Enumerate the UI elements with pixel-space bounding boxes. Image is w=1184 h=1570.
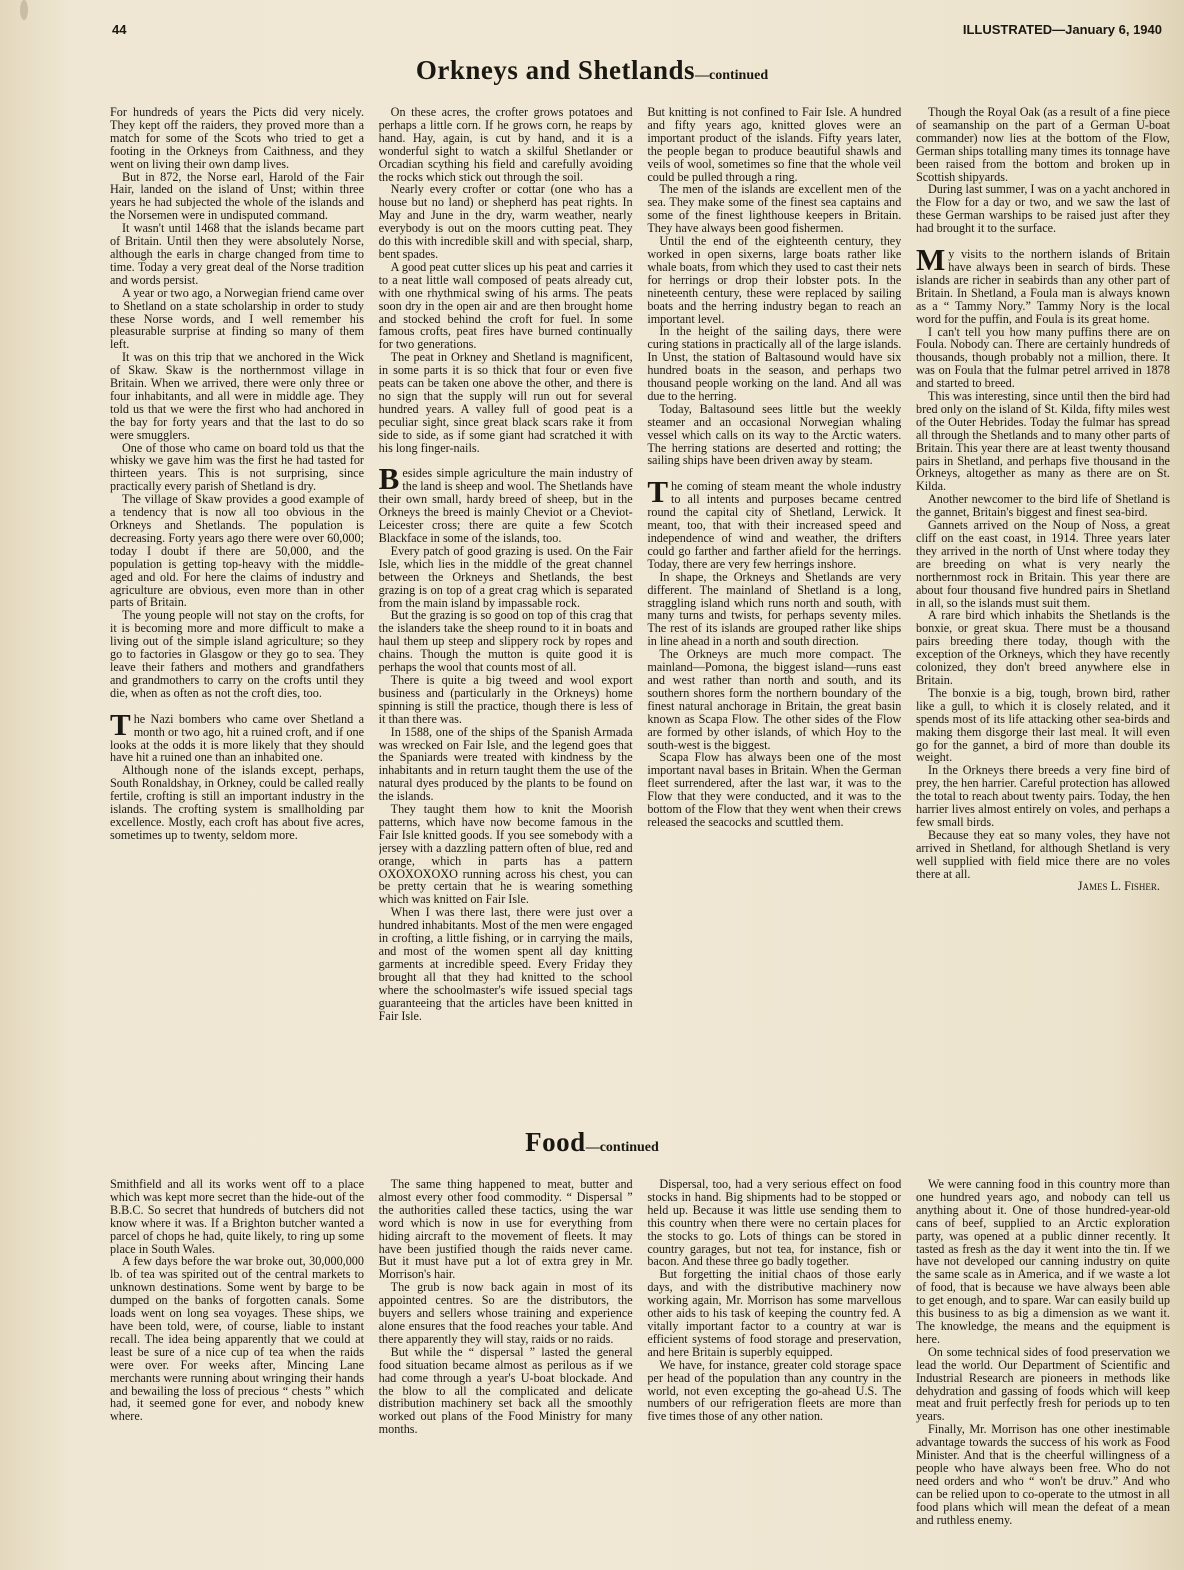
article-title-orkneys (0, 55, 1184, 86)
article-paragraph: The coming of steam meant the whole industry to all intents and purposes became centred round the capital city of Shetland, Lerwick. It meant, too, that with their increased speed and independence of wind and weather, the drifters could go farther and farther afield for the herrings. Today, there are very few herrings inshore. (647, 474, 902, 571)
page-header (112, 22, 1162, 42)
article-paragraph: In the Orkneys there breeds a very fine bird of prey, the hen harrier. Careful protection has allowed the total to reach about twenty pairs. Today, the hen harrier lives almost entirely on voles, and perhaps a few small birds. (915, 763, 1170, 829)
article-paragraph: We were canning food in this country more than one hundred years ago, and nobody can tell us anything about it. One of those hundred-year-old cans of beef, supplied to an Arctic exploration party, was opened at a public dinner recently. It tasted as fresh as the day it went into the tin. If we have not developed our canning industry on quite the same scale as in America, and if we waste a lot of food, that is because we have always been able to get enough, and to spare. War can easily build up this business to as big a dimension as we want it. The knowledge, the means and the equipment is here. (915, 1178, 1170, 1346)
article-title-suffix: —continued (694, 68, 769, 83)
article-paragraph: The same thing happened to meat, butter and almost every other food commodity. “ Dispersal ” the authorities called these tactics, using the war word which is now in use for everything from hiding aircraft to the movement of fleets. It may have been justified though the raids never came. But it must have put a lot of extra grey in Mr. Morrison's hair. (378, 1178, 633, 1282)
article-paragraph: Dispersal, too, had a very serious effect on food stocks in hand. Big shipments had to be stopped or held up. Because it was little use sending them to this country when there were no certain places for the stocks to go. Lots of things can be stored in country garages, but not tea, for instance, fish or bacon. And these three go badly together. (647, 1178, 902, 1269)
article-paragraph: Another newcomer to the bird life of Shetland is the gannet, Britain's biggest and finest sea-bird. (915, 492, 1170, 520)
article-paragraph: Nearly every crofter or cottar (one who has a house but no land) or shepherd has peat rights. In May and June in the dry, warm weather, nearly everybody is out on the moors cutting peat. They do this with incredible skill and with special, sharp, bent spades. (378, 182, 633, 261)
page-number: 44 (112, 22, 127, 37)
article-paragraph: In 1588, one of the ships of the Spanish Armada was wrecked on Fair Isle, and the legend goes that the Spaniards were treated with kindness by the inhabitants and in return taught them the use of the natural dyes produced by the plants to be found on the islands. (378, 724, 633, 804)
article-paragraph: On some technical sides of food preservation we lead the world. Our Department of Scientific and Industrial Research are pioneers in methods like dehydration and gassing of foods which will keep meat and fruit perfectly fresh for periods up to ten years. (915, 1344, 1170, 1424)
article-paragraph: My visits to the northern islands of Britain have always been in search of birds. These islands are richer in seabirds than any other part of Britain. In Shetland, a Foula man is always known as a “ Tammy Nory.” Tammy Nory is the local word for the puffin, and Foula is its great home. (915, 242, 1170, 326)
article-paragraph: One of those who came on board told us that the whisky we gave him was the first he had tasted for thirteen years. This is not surprising, since practically every parish of Shetland is dry. (110, 440, 364, 494)
article-paragraph: The young people will not stay on the crofts, for it is becoming more and more difficult to make a living out of the simple island agriculture; so they go to factories in Glasgow or they go to sea. They leave their fathers and mothers and grandfathers and grandmothers to carry on the crofts until they die, when as often as not the croft dies, too. (110, 608, 364, 700)
text-column (110, 106, 364, 1112)
article-paragraph: But knitting is not confined to Fair Isle. A hundred and fifty years ago, knitted gloves were an important product of the islands. Fifty years later, the people began to produce beautiful shawls and veils of wool, sometimes so fine that the whole veil could be pulled through a ring. (647, 106, 902, 184)
article-paragraph: Every patch of good grazing is used. On the Fair Isle, which lies in the middle of the great channel between the Orkneys and Shetlands, the best grazing is on top of a great crag which is separated from the main island by impassable rock. (378, 543, 633, 610)
article-paragraph: They taught them how to knit the Moorish patterns, which have now become famous in the Fair Isle knitted goods. If you see somebody with a jersey with a dazzling pattern often of blue, red and orange, which in parts has a pattern OXOXOXOXO running across his chest, you can be pretty certain that he is wearing something which was knitted on Fair Isle. (378, 802, 633, 907)
article-paragraph: A few days before the war broke out, 30,000,000 lb. of tea was spirited out of the central markets to unknown destinations. Some went by barge to be dumped on the banks of forgotten canals. Some loads went on long sea voyages. These ships, we have been told, were, of course, liable to instant recall. The idea being apparently that we could at least be sure of a nice cup of tea when the raids were over. For weeks after, Mincing Lane merchants were running about wringing their hands and bewailing the loss of precious “ chests ” which had, it seemed gone for ever, and nobody knew where. (110, 1254, 364, 1424)
text-column (916, 1178, 1170, 1548)
article-title-suffix: —continued (585, 1140, 659, 1155)
text-column (647, 106, 901, 1112)
paper-blemish (20, 0, 28, 20)
article-paragraph: In shape, the Orkneys and Shetlands are very different. The mainland of Shetland is a long, straggling island which runs north and south, with many turns and twists, for perhaps seventy miles. The rest of its islands are grouped rather like ships in line ahead in a north and south direction. (647, 569, 902, 649)
article-paragraph: It was on this trip that we anchored in the Wick of Skaw. Skaw is the northernmost village in Britain. When we arrived, there were only three or four inhabitants, and all were in middle age. They told us that we were the first who had anchored in the bay for forty years and that the last to do so were smugglers. (110, 350, 364, 442)
article-paragraph: But in 872, the Norse earl, Harold of the Fair Hair, landed on the island of Unst; within three years he had subjected the whole of the islands and the Norsemen were in undisputed command. (110, 169, 364, 223)
article-paragraph: Because they eat so many voles, they have not arrived in Shetland, for although Shetland is very well supplied with field mice there are no voles there at all. (915, 827, 1170, 881)
article-paragraph: On these acres, the crofter grows potatoes and perhaps a little corn. If he grows corn, he reaps by hand. Hay, again, is cut by hand, and it is a wonderful sight to watch a skilful Shetlander or Orcadian scything his field and carefully avoiding the rocks which stick out through the soil. (378, 106, 633, 184)
article-body-food (110, 1178, 1170, 1548)
running-head: ILLUSTRATED—January 6, 1940 (962, 22, 1162, 37)
article-paragraph: But forgetting the initial chaos of those early days, and with the distributive machinery now working again, Mr. Morrison has some marvellous other aids to his task of keeping the country fed. A vitally important factor to a country at war is efficient systems of food storage and preservation, and here Britain is superbly equipped. (647, 1267, 902, 1359)
article-paragraph: The village of Skaw provides a good example of a tendency that is now all too obvious in the Orkneys and Shetlands. The population is decreasing. Forty years ago there were over 60,000; today I doubt if there are 50,000, and the population is getting top-heavy with the middle-aged and old. For here the claims of industry and agriculture are obvious, even more than in other parts of Britain. (110, 492, 364, 610)
article-paragraph: A year or two ago, a Norwegian friend came over to Shetland on a state scholarship in order to study these Norse words, and I well remember his pleasurable surprise at finding so many of them left. (110, 285, 364, 352)
article-title-food (0, 1127, 1184, 1158)
author-signature: James L. Fisher. (1077, 879, 1160, 894)
article-paragraph: A rare bird which inhabits the Shetlands is the bonxie, or great skua. There must be a thousand pairs breeding there today, though with the exception of the Orkneys, which they have recently colonized, they don't breed anywhere else in Britain. (915, 608, 1170, 687)
article-paragraph: Smithfield and all its works went off to a place which was kept more secret than the hide-out of the B.B.C. So secret that hundreds of butchers did not know where it was. If a Brighton butcher wanted a parcel of chops he had, quite likely, to ring up some place in South Wales. (110, 1178, 364, 1256)
article-paragraph: The Orkneys are much more compact. The mainland—Pomona, the biggest island—runs east and west rather than north and south, and its southern shores form the northern boundary of the finest natural anchorage in Britain, the great basin known as Scapa Flow. The other sides of the Flow are formed by other islands, of which Hoy to the south-west is the biggest. (647, 647, 902, 752)
article-paragraph: The Nazi bombers who came over Shetland a month or two ago, hit a ruined croft, and if one looks at the odds it is more likely that they should have hit a ruined one than an inhabited one. (110, 706, 364, 765)
article-paragraph: During last summer, I was on a yacht anchored in the Flow for a day or two, and we saw the last of these German warships to be raised just after they had brought it to the surface. (915, 182, 1170, 236)
article-paragraph: It wasn't until 1468 that the islands became part of Britain. Until then they were absolutely Norse, although the earls in charge changed from time to time. Today a very great deal of the Norse tradition and words persist. (110, 221, 364, 287)
text-column (379, 1178, 633, 1548)
article-paragraph: We have, for instance, greater cold storage space per head of the population than any country in the world, not even excepting the go-ahead U.S. The numbers of our refrigeration fleets are more than five times those of any other nation. (647, 1357, 902, 1424)
text-column (647, 1178, 901, 1548)
article-paragraph: But while the “ dispersal ” lasted the general food situation became almost as perilous as if we had come through a year's U-boat blockade. And the blow to all the complicated and delicate distribution machinery set back all the smoothly worked out plans of the Food Ministry for many months. (378, 1344, 633, 1437)
article-paragraph: In the height of the sailing days, there were curing stations in practically all of the large islands. In Unst, the station of Baltasound would have six hundred boats in the season, and perhaps two thousand people working on the land. And all was due to the herring. (647, 324, 902, 403)
article-paragraph: The grub is now back again in most of its appointed centres. So are the distributors, the buyers and sellers whose training and experience alone ensures that the food reaches your table. And there apparently they will stay, raids or no raids. (378, 1280, 633, 1346)
text-column (916, 106, 1170, 1112)
article-paragraph: Gannets arrived on the Noup of Noss, a great cliff on the east coast, in 1914. Three years later they arrived in the north of Unst where today they are breeding on what is very nearly the northernmost rock in Britain. This year there are about four thousand five hundred pairs in Shetland in all, so the islands must suit them. (915, 518, 1170, 610)
text-column (379, 106, 633, 1112)
article-paragraph: Although none of the islands except, perhaps, South Ronaldshay, in Orkney, could be called really fertile, crofting is still an important industry in the islands. The crofting system is smallholding par excellence. Mostly, each croft has about five acres, sometimes up to twenty, seldom more. (110, 763, 364, 842)
article-title-main: Orkneys and Shetlands (415, 55, 695, 85)
article-paragraph: I can't tell you how many puffins there are on Foula. Nobody can. There are certainly hundreds of thousands, though probably not a million, there. It was on Foula that the fulmar petrel arrived in 1878 and started to breed. (915, 324, 1170, 391)
article-paragraph: Scapa Flow has always been one of the most important naval bases in Britain. When the German fleet surrendered, after the last war, it was to the Flow that they were conducted, and it was to the bottom of the Flow that they went when their crews released the seacocks and scuttled them. (647, 750, 902, 829)
article-paragraph: The men of the islands are excellent men of the sea. They make some of the finest sea captains and some of the finest lighthouse keepers in Britain. They have always been good fishermen. (647, 182, 902, 236)
article-paragraph: This was interesting, since until then the bird had bred only on the island of St. Kilda, fifty miles west of the Outer Hebrides. Today the fulmar has spread all through the Shetlands and to many other parts of Britain. This year there are at least twenty thousand pairs in Shetland, and perhaps five thousand in the Orkneys, altogether as many as there are on St. Kilda. (915, 389, 1170, 494)
article-paragraph: The peat in Orkney and Shetland is magnificent, in some parts it is so thick that four or even five peats can be taken one above the other, and there is no sign that the supply will run out for several hundred years. A valley full of good peat is a peculiar sight, since great black scars rake it from side to side, as if some giant had scratched it with his long finger-nails. (378, 350, 633, 455)
article-title-main: Food (525, 1127, 586, 1157)
text-column (110, 1178, 364, 1548)
article-paragraph: Finally, Mr. Morrison has one other inestimable advantage towards the success of his work as Food Minister. And that is the cheerful willingness of a people who have always been free. Who do not need orders and who “ won't be druv.” And who can be relied upon to co-operate to the utmost in all food plans which will mean the defeat of a mean and ruthless enemy. (915, 1422, 1170, 1527)
article-paragraph: But the grazing is so good on top of this crag that the islanders take the sheep round to it in boats and haul them up steep and slippery rock by ropes and chains. Though the mutton is quite good it is perhaps the wool that counts most of all. (378, 608, 633, 675)
article-paragraph: There is quite a big tweed and wool export business and (particularly in the Orkneys) home spinning is still the practice, though there is less of it than there was. (378, 672, 633, 726)
article-paragraph: A good peat cutter slices up his peat and carries it to a neat little wall composed of peats already cut, with one rhythmical swing of his arms. The peats soon dry in the open air and are then brought home and stocked behind the croft for fuel. In some famous crofts, peat fires have burned continually for two generations. (378, 259, 633, 352)
article-paragraph: Until the end of the eighteenth century, they worked in open sixerns, large boats rather like whale boats, from which they used to cast their nets for herrings or drop their lobster pots. In the nineteenth century, these were replaced by sailing boats and the herring industry began to reach an important level. (647, 234, 902, 326)
article-body-orkneys (110, 106, 1170, 1112)
article-paragraph: Today, Baltasound sees little but the weekly steamer and an occasional Norwegian whaling vessel which calls on its way to the Arctic waters. The herring stations are deserted and rotting; the sailing ships have been driven away by steam. (647, 401, 902, 468)
article-paragraph: For hundreds of years the Picts did very nicely. They kept off the raiders, they proved more than a match for some of the Scots who tried to get a footing in the Orkneys from Caithness, and they went on living their own damp lives. (110, 106, 364, 171)
article-paragraph: When I was there last, there were just over a hundred inhabitants. Most of the men were engaged in crofting, a little fishing, or in carrying the mails, and most of the women spent all day knitting garments at incredible speed. Every Friday they brought all that they had knitted to the school where the schoolmaster's wife issued special tags guaranteeing that the articles have been knitted in Fair Isle. (378, 905, 633, 1023)
article-paragraph: Besides simple agriculture the main industry of the land is sheep and wool. The Shetlands have their own small, hardy breed of sheep, but in the Orkneys the breed is mainly Cheviot or a Cheviot-Leicester cross; there are quite a few Scotch Blackface in some of the islands, too. (378, 461, 633, 545)
article-paragraph: The bonxie is a big, tough, brown bird, rather like a gull, to which it is closely related, and it spends most of its life attacking other sea-birds and making them disgorge their last meal. It will even go for the gannet, a bird of more than double its weight. (915, 685, 1170, 765)
article-paragraph: Though the Royal Oak (as a result of a fine piece of seamanship on the part of a German U-boat commander) now lies at the bottom of the Flow, German ships totalling many times its tonnage have been raised from the bottom and broken up in Scottish shipyards. (915, 106, 1170, 184)
